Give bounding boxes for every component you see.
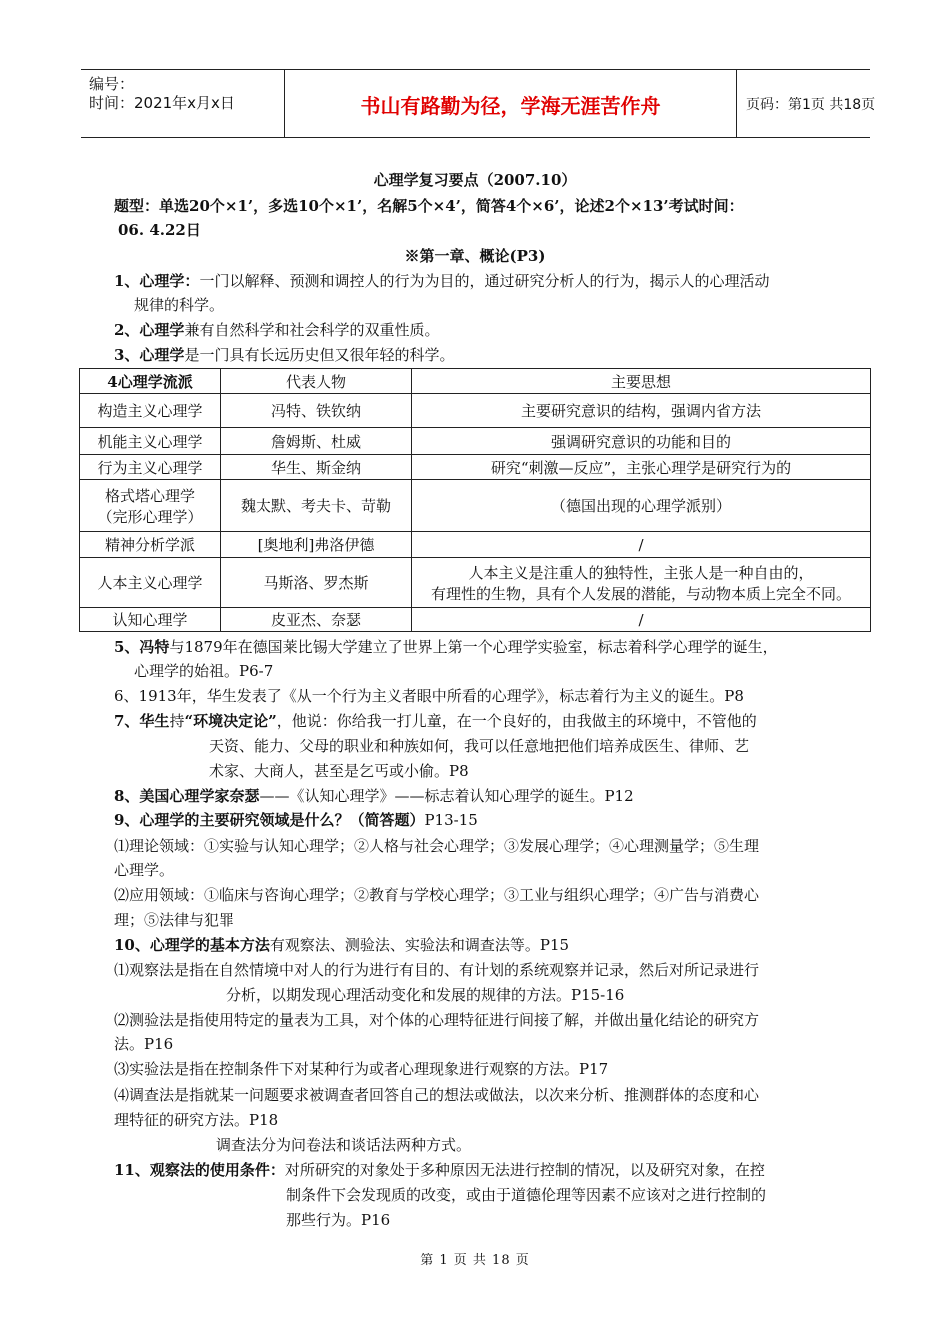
item-7 <box>114 711 757 731</box>
page-header <box>81 69 876 138</box>
item-3-label: 3、心理学 <box>114 346 185 364</box>
table-row <box>80 608 871 632</box>
school-idea-cell <box>412 558 871 608</box>
school-people: 詹姆斯、杜威 <box>221 428 412 455</box>
school-idea: 强调研究意识的功能和目的 <box>412 428 871 455</box>
item-7-bold: “环境决定论” <box>184 712 277 730</box>
school-name: 人本主义心理学 <box>80 558 221 608</box>
school-name: 构造主义心理学 <box>80 394 221 428</box>
item-9 <box>114 810 478 830</box>
school-name: 格式塔心理学 <box>104 486 195 505</box>
school-idea: / <box>412 532 871 558</box>
school-name: 认知心理学 <box>80 608 221 632</box>
school-name: 机能主义心理学 <box>80 428 221 455</box>
item-8-label: 8、美国心理学家奈瑟 <box>114 787 260 805</box>
school-idea: （德国出现的心理学派别） <box>412 480 871 532</box>
item-6: 6、1913年，华生发表了《从一个行为主义者眼中所看的心理学》，标志着行为主义的诞生。P8 <box>114 687 744 705</box>
item-5 <box>114 637 778 657</box>
item-7-cont2: 术家、大商人，甚至是乞丐或小偷。P8 <box>209 762 469 780</box>
school-idea-cont: 有理性的生物，具有个人发展的潜能，与动物本质上完全不同。 <box>430 584 851 603</box>
item-7-label: 7、华生 <box>114 712 170 730</box>
time-label: 时间：2021年x月x日 <box>89 94 235 112</box>
table-row <box>80 428 871 455</box>
item-10-experiment: ⑶实验法是指在控制条件下对某种行为或者心理现象进行观察的方法。P17 <box>114 1060 609 1078</box>
item-7-cont1: 天资、能力、父母的职业和种族如何，我可以任意地把他们培养成医生、律师、艺 <box>209 737 750 755</box>
item-11-cont1: 制条件下会发现质的改变，或由于道德伦理等因素不应该对之进行控制的 <box>286 1186 767 1204</box>
exam-info-line1: 题型：单选20个×1’，多选10个×1’，名解5个×4’，简答4个×6’，论述2个×13’考试时间： <box>114 197 744 215</box>
item-11-label: 11、观察法的使用条件： <box>114 1161 285 1179</box>
school-name: 精神分析学派 <box>80 532 221 558</box>
item-11-text: 对所研究的对象处于多种原因无法进行控制的情况，以及研究对象，在控 <box>284 1161 765 1179</box>
motto: 书山有路勤为径，学海无涯苦作舟 <box>360 94 661 118</box>
chapter-heading: ※第一章、概论(P3) <box>404 247 546 265</box>
table-row <box>80 558 871 608</box>
school-people: 皮亚杰、奈瑟 <box>221 608 412 632</box>
doc-title: 心理学复习要点（2007.10） <box>373 171 577 189</box>
item-10-test-cont: 法。P16 <box>114 1035 174 1053</box>
page-label: 页码：第1页 共18页 <box>746 97 876 113</box>
table-row <box>80 532 871 558</box>
item-3 <box>114 345 454 365</box>
item-2-text: 兼有自然科学和社会科学的双重性质。 <box>184 321 440 339</box>
table-header-idea: 主要思想 <box>412 369 871 394</box>
item-10-survey-cont: 理特征的研究方法。P18 <box>114 1111 279 1129</box>
item-3-text: 是一门具有长远历史但又很年轻的科学。 <box>184 346 455 364</box>
item-1-cont: 规律的科学。 <box>134 296 225 314</box>
number-label: 编号： <box>89 75 135 93</box>
exam-info-line2: 06. 4.22日 <box>118 221 201 239</box>
school-people: 华生、斯金纳 <box>221 455 412 480</box>
item-9-applied-cont: 理；⑤法律与犯罪 <box>114 911 235 929</box>
item-10-observation-cont: 分析，以期发现心理活动变化和发展的规律的方法。P15-16 <box>226 986 625 1004</box>
item-5-label: 5、冯特 <box>114 638 170 656</box>
item-1-text: 一门以解释、预测和调控人的行为为目的，通过研究分析人的行为，揭示人的心理活动 <box>199 272 770 290</box>
item-10-observation: ⑴观察法是指在自然情境中对人的行为进行有目的、有计划的系统观察并记录，然后对所记录进行 <box>114 961 760 979</box>
item-9-label: 9、心理学的主要研究领域是什么？（简答题） <box>114 811 425 829</box>
school-idea: 主要研究意识的结构，强调内省方法 <box>412 394 871 428</box>
item-10-label: 10、心理学的基本方法 <box>114 936 270 954</box>
school-people: 魏太默、考夫卡、苛勒 <box>221 480 412 532</box>
table-header-school: 4心理学流派 <box>80 369 221 394</box>
item-10-survey: ⑷调查法是指就某一问题要求被调查者回答自己的想法或做法，以次来分析、推测群体的态度和心 <box>114 1086 760 1104</box>
table-row <box>80 480 871 532</box>
item-10-survey-types: 调查法分为问卷法和谈话法两种方式。 <box>216 1136 472 1154</box>
item-8-text: ——《认知心理学》——标志着认知心理学的诞生。P12 <box>259 787 634 805</box>
table-row <box>80 394 871 428</box>
school-people: 冯特、铁钦纳 <box>221 394 412 428</box>
item-10 <box>114 935 569 955</box>
item-2 <box>114 320 439 340</box>
school-idea: 研究“刺激—反应”，主张心理学是研究行为的 <box>412 455 871 480</box>
page-footer: 第 1 页 共 18 页 <box>420 1253 530 1268</box>
item-7-mid: 持 <box>169 712 185 730</box>
header-page-cell <box>736 70 876 137</box>
school-name-alt: （完形心理学） <box>97 507 203 526</box>
item-1-label: 1、心理学： <box>114 272 200 290</box>
item-9-theory-cont: 心理学。 <box>114 861 175 879</box>
school-name: 行为主义心理学 <box>80 455 221 480</box>
school-idea: 人本主义是注重人的独特性，主张人是一种自由的， <box>468 563 814 582</box>
item-9-theory: ⑴理论领域：①实验与认知心理学；②人格与社会心理学；③发展心理学；④心理测量学；⑤生理 <box>114 837 760 855</box>
school-people: [奥地利]弗洛伊德 <box>221 532 412 558</box>
item-5-cont: 心理学的始祖。P6-7 <box>134 662 274 680</box>
table-header-people: 代表人物 <box>221 369 412 394</box>
item-11 <box>114 1160 765 1180</box>
item-9-applied: ⑵应用领域：①临床与咨询心理学；②教育与学校心理学；③工业与组织心理学；④广告与消费心 <box>114 886 760 904</box>
item-1 <box>114 271 769 291</box>
school-idea: / <box>412 608 871 632</box>
item-10-text: 有观察法、测验法、实验法和调查法等。P15 <box>269 936 570 954</box>
item-5-text: 与1879年在德国莱比锡大学建立了世界上第一个心理学实验室，标志着科学心理学的诞生， <box>169 638 778 656</box>
school-name-cell <box>80 480 221 532</box>
schools-table <box>79 368 871 632</box>
item-8 <box>114 786 634 806</box>
school-people: 马斯洛、罗杰斯 <box>221 558 412 608</box>
item-7-text: ，他说：你给我一打儿童，在一个良好的，由我做主的环境中，不管他的 <box>276 712 757 730</box>
table-header-row <box>80 369 871 394</box>
table-row <box>80 455 871 480</box>
item-11-cont2: 那些行为。P16 <box>286 1211 391 1229</box>
header-meta-cell <box>81 70 284 137</box>
item-2-label: 2、心理学 <box>114 321 185 339</box>
item-10-test: ⑵测验法是指使用特定的量表为工具，对个体的心理特征进行间接了解，并做出量化结论的研究方 <box>114 1011 760 1029</box>
item-9-text: P13-15 <box>424 811 478 829</box>
header-motto-cell <box>284 70 737 137</box>
